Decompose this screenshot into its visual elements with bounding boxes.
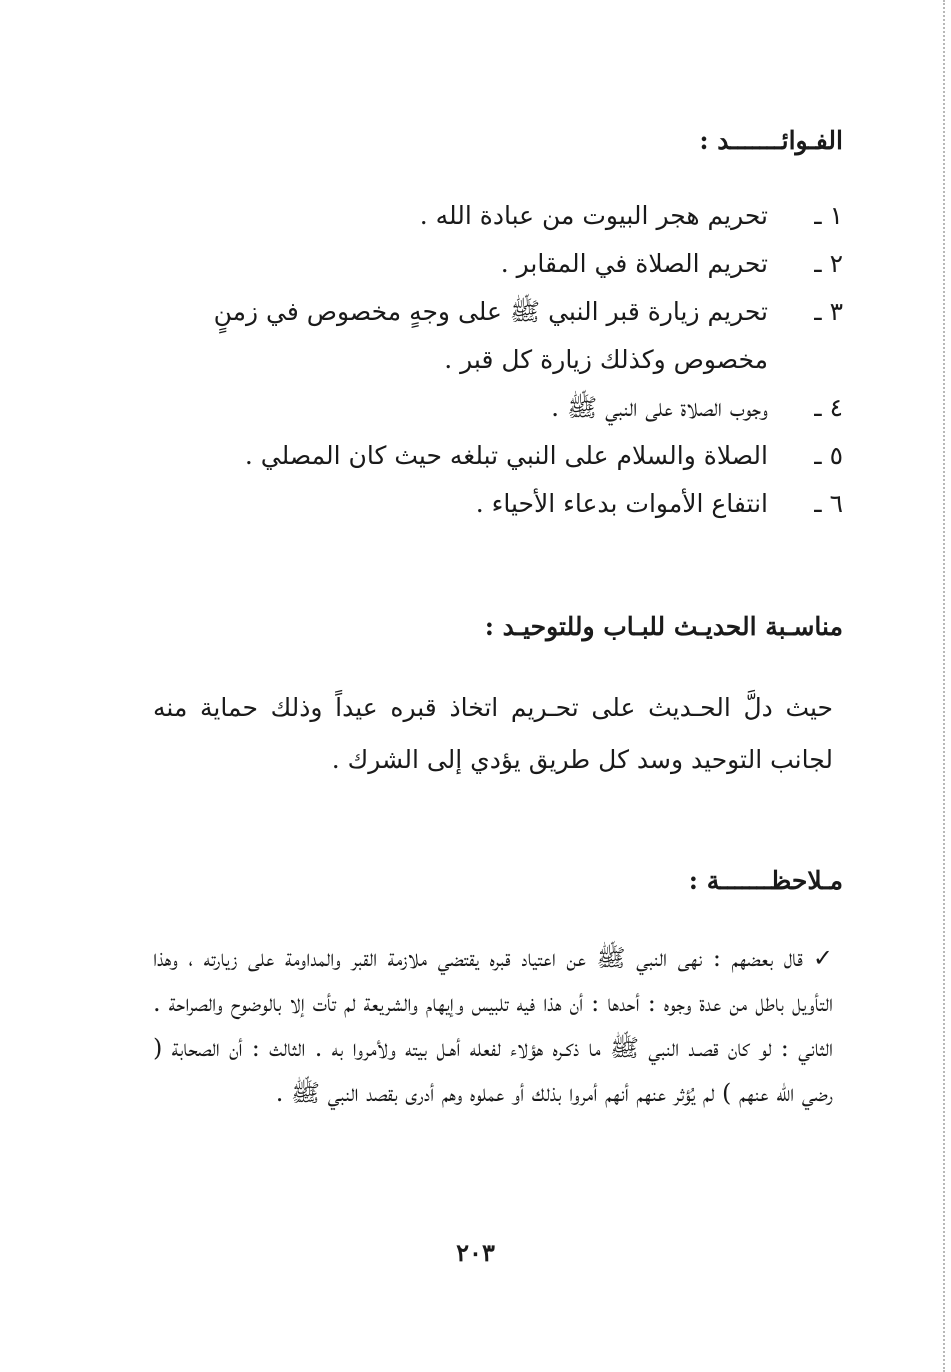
item-number: ٥ ـ (814, 441, 843, 470)
item-number: ٢ ـ (814, 249, 843, 278)
item-number: ٦ ـ (814, 489, 843, 518)
list-item (153, 240, 843, 288)
list-item (153, 288, 843, 384)
list-item (153, 192, 843, 240)
note-heading: مـلاحظـــــــة : (688, 866, 843, 895)
item-number: ١ ـ (814, 201, 843, 230)
item-text: انتفاع الأموات بدعاء الأحياء . (475, 489, 768, 518)
list-item (153, 432, 843, 480)
note-text: قال بعضهم : نهى النبي ﷺ عن اعتياد قبره يقتضي ملازمة القبر والمداومة على زيارته ، وهذا التأويل باطل من عدة وجوه : أحدها : أن هذا فيه تلبيس وإيهام والشريعة لم تأت إلا بالوضوح والصراحة . الثاني : لو كان قصـد النبي ﷺ ما ذكـره هؤلاء لفعله أهـل بيته ولأمروا به . الثالث : أن الصحابة ( رضي الله عنهم ) لم يُؤثر عنهم أنهم أمروا بذلك أو عملوه وهم أدرى بقصد النبي ﷺ . (153, 944, 834, 1107)
item-text: تحريم زيارة قبر النبي ﷺ على وجهٍ مخصوص في زمنٍ مخصوص وكذلك زيارة كل قبر . (213, 297, 768, 374)
benefits-heading: الفـوائـــــــد : (699, 126, 843, 155)
note-paragraph (153, 936, 833, 1116)
relevance-paragraph: حيث دلَّ الحـديث على تحـريم اتخاذ قبره عيداً وذلك حماية منه لجانب التوحيد وسد كل طريق يؤدي إلى الشرك . (153, 693, 833, 774)
benefits-list (153, 192, 843, 528)
item-number: ٤ ـ (814, 393, 843, 422)
item-number: ٣ ـ (814, 297, 843, 326)
checkmark-icon: ✓ (812, 944, 833, 972)
margin-dotted-line (943, 0, 945, 1372)
relevance-heading: مناسـبة الحديـث للبـاب وللتوحيـد : (484, 612, 843, 641)
list-item (153, 480, 843, 528)
item-text: الصلاة والسلام على النبي تبلغه حيث كان المصلي . (244, 441, 768, 470)
item-text: تحريم هجر البيوت من عبادة الله . (419, 201, 768, 230)
list-item (153, 384, 843, 432)
item-text: تحريم الصلاة في المقابر . (500, 249, 768, 278)
item-text: وجوب الصلاة على النبي ﷺ . (551, 393, 768, 422)
page-number: ٢٠٣ (456, 1238, 495, 1267)
